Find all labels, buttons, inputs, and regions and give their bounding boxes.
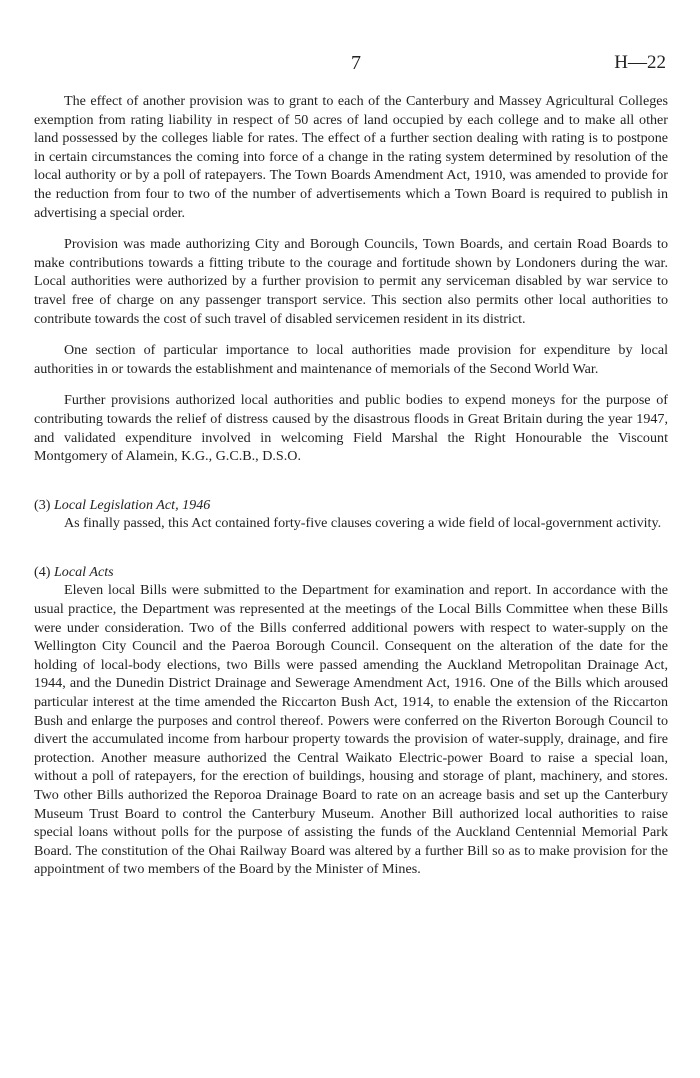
section-heading [34,496,668,515]
section-local-legislation-act [34,496,668,533]
paragraph-london-tribute: Provision was made authorizing City and Borough Councils, Town Boards, and certain Road Boards to make contributions towards a fitting tribute to the courage and fortitude shown by Londoners during the war. Local authorities were authorized by a further provision to permit any serviceman disabled by war service to travel free of charge on any passenger transport service. This section also permits other local authorities to contribute towards the cost of such travel of disabled servicemen resident in its district. [34,236,668,327]
section-number: (3) [34,496,51,513]
paragraph-colleges-rating: The effect of another provision was to grant to each of the Canterbury and Massey Agricultural Colleges exemption from rating liability in respect of 50 acres of land occupied by each college and to make all other land possessed by the colleges liable for rates. The effect of a further section dealing with rating is to postpone in certain circumstances the coming into force of a change in the rating system determined by resolution of the local authority or by a poll of ratepayers. The Town Boards Amendment Act, 1910, was amended to provide for the reduction from four to two of the number of advertisements which a Town Board is required to publish in advertising a special order. [34,93,668,221]
document-reference: H—22 [614,52,666,73]
section-body: As finally passed, this Act contained forty-five clauses covering a wide field of local-government activity. [64,515,662,532]
section-number: (4) [34,563,51,580]
paragraph-flood-relief: Further provisions authorized local authorities and public bodies to expend moneys for the purpose of contributing towards the relief of distress caused by the disastrous floods in Great Britain during the year 1947, and validated expenditure involved in welcoming Field Marshal the Right Honourable the Viscount Montgomery of Alamein, K.G., G.C.B., D.S.O. [34,392,668,465]
section-title: Local Acts [53,563,114,580]
page-header [0,52,700,76]
section-body: Eleven local Bills were submitted to the Department for examination and report. In accordance with the usual practice, the Department was represented at the meetings of the Local Bills Committee when these Bills were under consideration. Two of the Bills conferred additional powers with respect to water-supply on the Wellington City Council and the Paeroa Borough Council. Consequent on the alteration of the date for the holding of local-body elections, two Bills were passed amending the Auckland Metropolitan Drainage Act, 1944, and the Dunedin District Drainage and Sewerage Amendment Act, 1916. One of the Bills which aroused particular interest at the time amended the Riccarton Bush Act, 1914, to enable the extension of the Riccarton Bush and enlarge the purposes and control thereof. Powers were conferred on the Riverton Borough Council to divert the accumulated income from harbour property towards the provision of water-supply, drainage, and fire protection. Another measure authorized the Central Waikato Electric-power Board to raise a special loan, without a poll of ratepayers, for the erection of buildings, housing and storage of plant, machinery, and stores. Two other Bills authorized the Reporoa Drainage Board to rate on an acreage basis and set up the Canterbury Museum Trust Board to control the Canterbury Museum. Another Bill authorized local authorities to raise special loans without polls for the purpose of assisting the funds of the Auckland Centennial Memorial Park Board. The constitution of the Ohai Railway Board was altered by a further Bill so as to make provision for the appointment of two members of the Board by the Minister of Mines. [34,582,668,878]
section-heading [34,563,668,582]
section-local-acts [34,563,668,879]
page-content [34,92,668,879]
paragraph-war-memorials: One section of particular importance to local authorities made provision for expenditure by local authorities in or towards the establishment and maintenance of memorials of the Second World War. [34,342,668,377]
section-title: Local Legislation Act, 1946 [53,496,211,513]
page-number: 7 [351,52,361,74]
